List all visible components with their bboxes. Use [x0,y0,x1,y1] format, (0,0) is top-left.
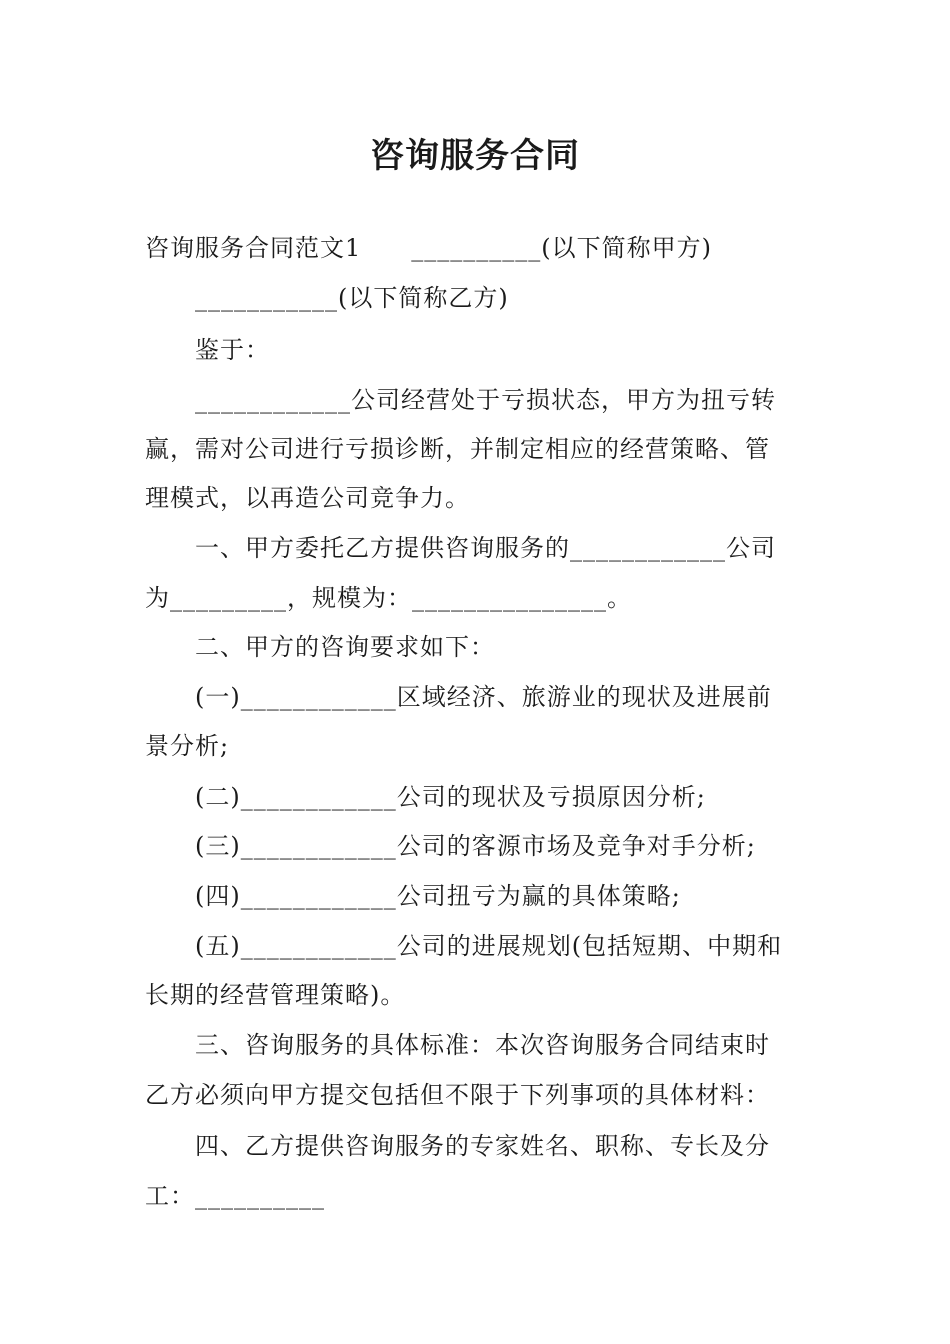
text-line: ____________公司经营处于亏损状态，甲方为扭亏转 [195,386,776,414]
text-line: 咨询服务合同范文1 __________(以下简称甲方) [145,234,712,262]
text-line: (二)____________公司的现状及亏损原因分析; [195,783,706,811]
text-line: 赢，需对公司进行亏损诊断，并制定相应的经营策略、管 [145,435,770,463]
text-line: (四)____________公司扭亏为赢的具体策略; [195,882,681,910]
text-line: 理模式，以再造公司竞争力。 [145,484,470,512]
text-line: (一)____________区域经济、旅游业的现状及进展前 [195,683,772,711]
text-line: 长期的经营管理策略)。 [145,981,406,1009]
text-line: 鉴于： [195,336,270,364]
text-line: (五)____________公司的进展规划(包括短期、中期和 [195,932,783,960]
text-line: 乙方必须向甲方提交包括但不限于下列事项的具体材料： [145,1081,770,1109]
text-line: 工：__________ [145,1182,325,1210]
text-line: 三、咨询服务的具体标准：本次咨询服务合同结束时 [195,1031,770,1059]
text-line: ___________(以下简称乙方) [195,284,509,312]
text-line: 四、乙方提供咨询服务的专家姓名、职称、专长及分 [195,1132,770,1160]
text-line: 为_________，规模为：_______________。 [145,584,632,612]
text-line: 二、甲方的咨询要求如下： [195,633,495,661]
text-line: 景分析; [145,732,230,760]
text-line: (三)____________公司的客源市场及竞争对手分析; [195,832,756,860]
text-line: 一、甲方委托乙方提供咨询服务的____________公司 [195,534,776,562]
page-title: 咨询服务合同 [370,136,580,176]
